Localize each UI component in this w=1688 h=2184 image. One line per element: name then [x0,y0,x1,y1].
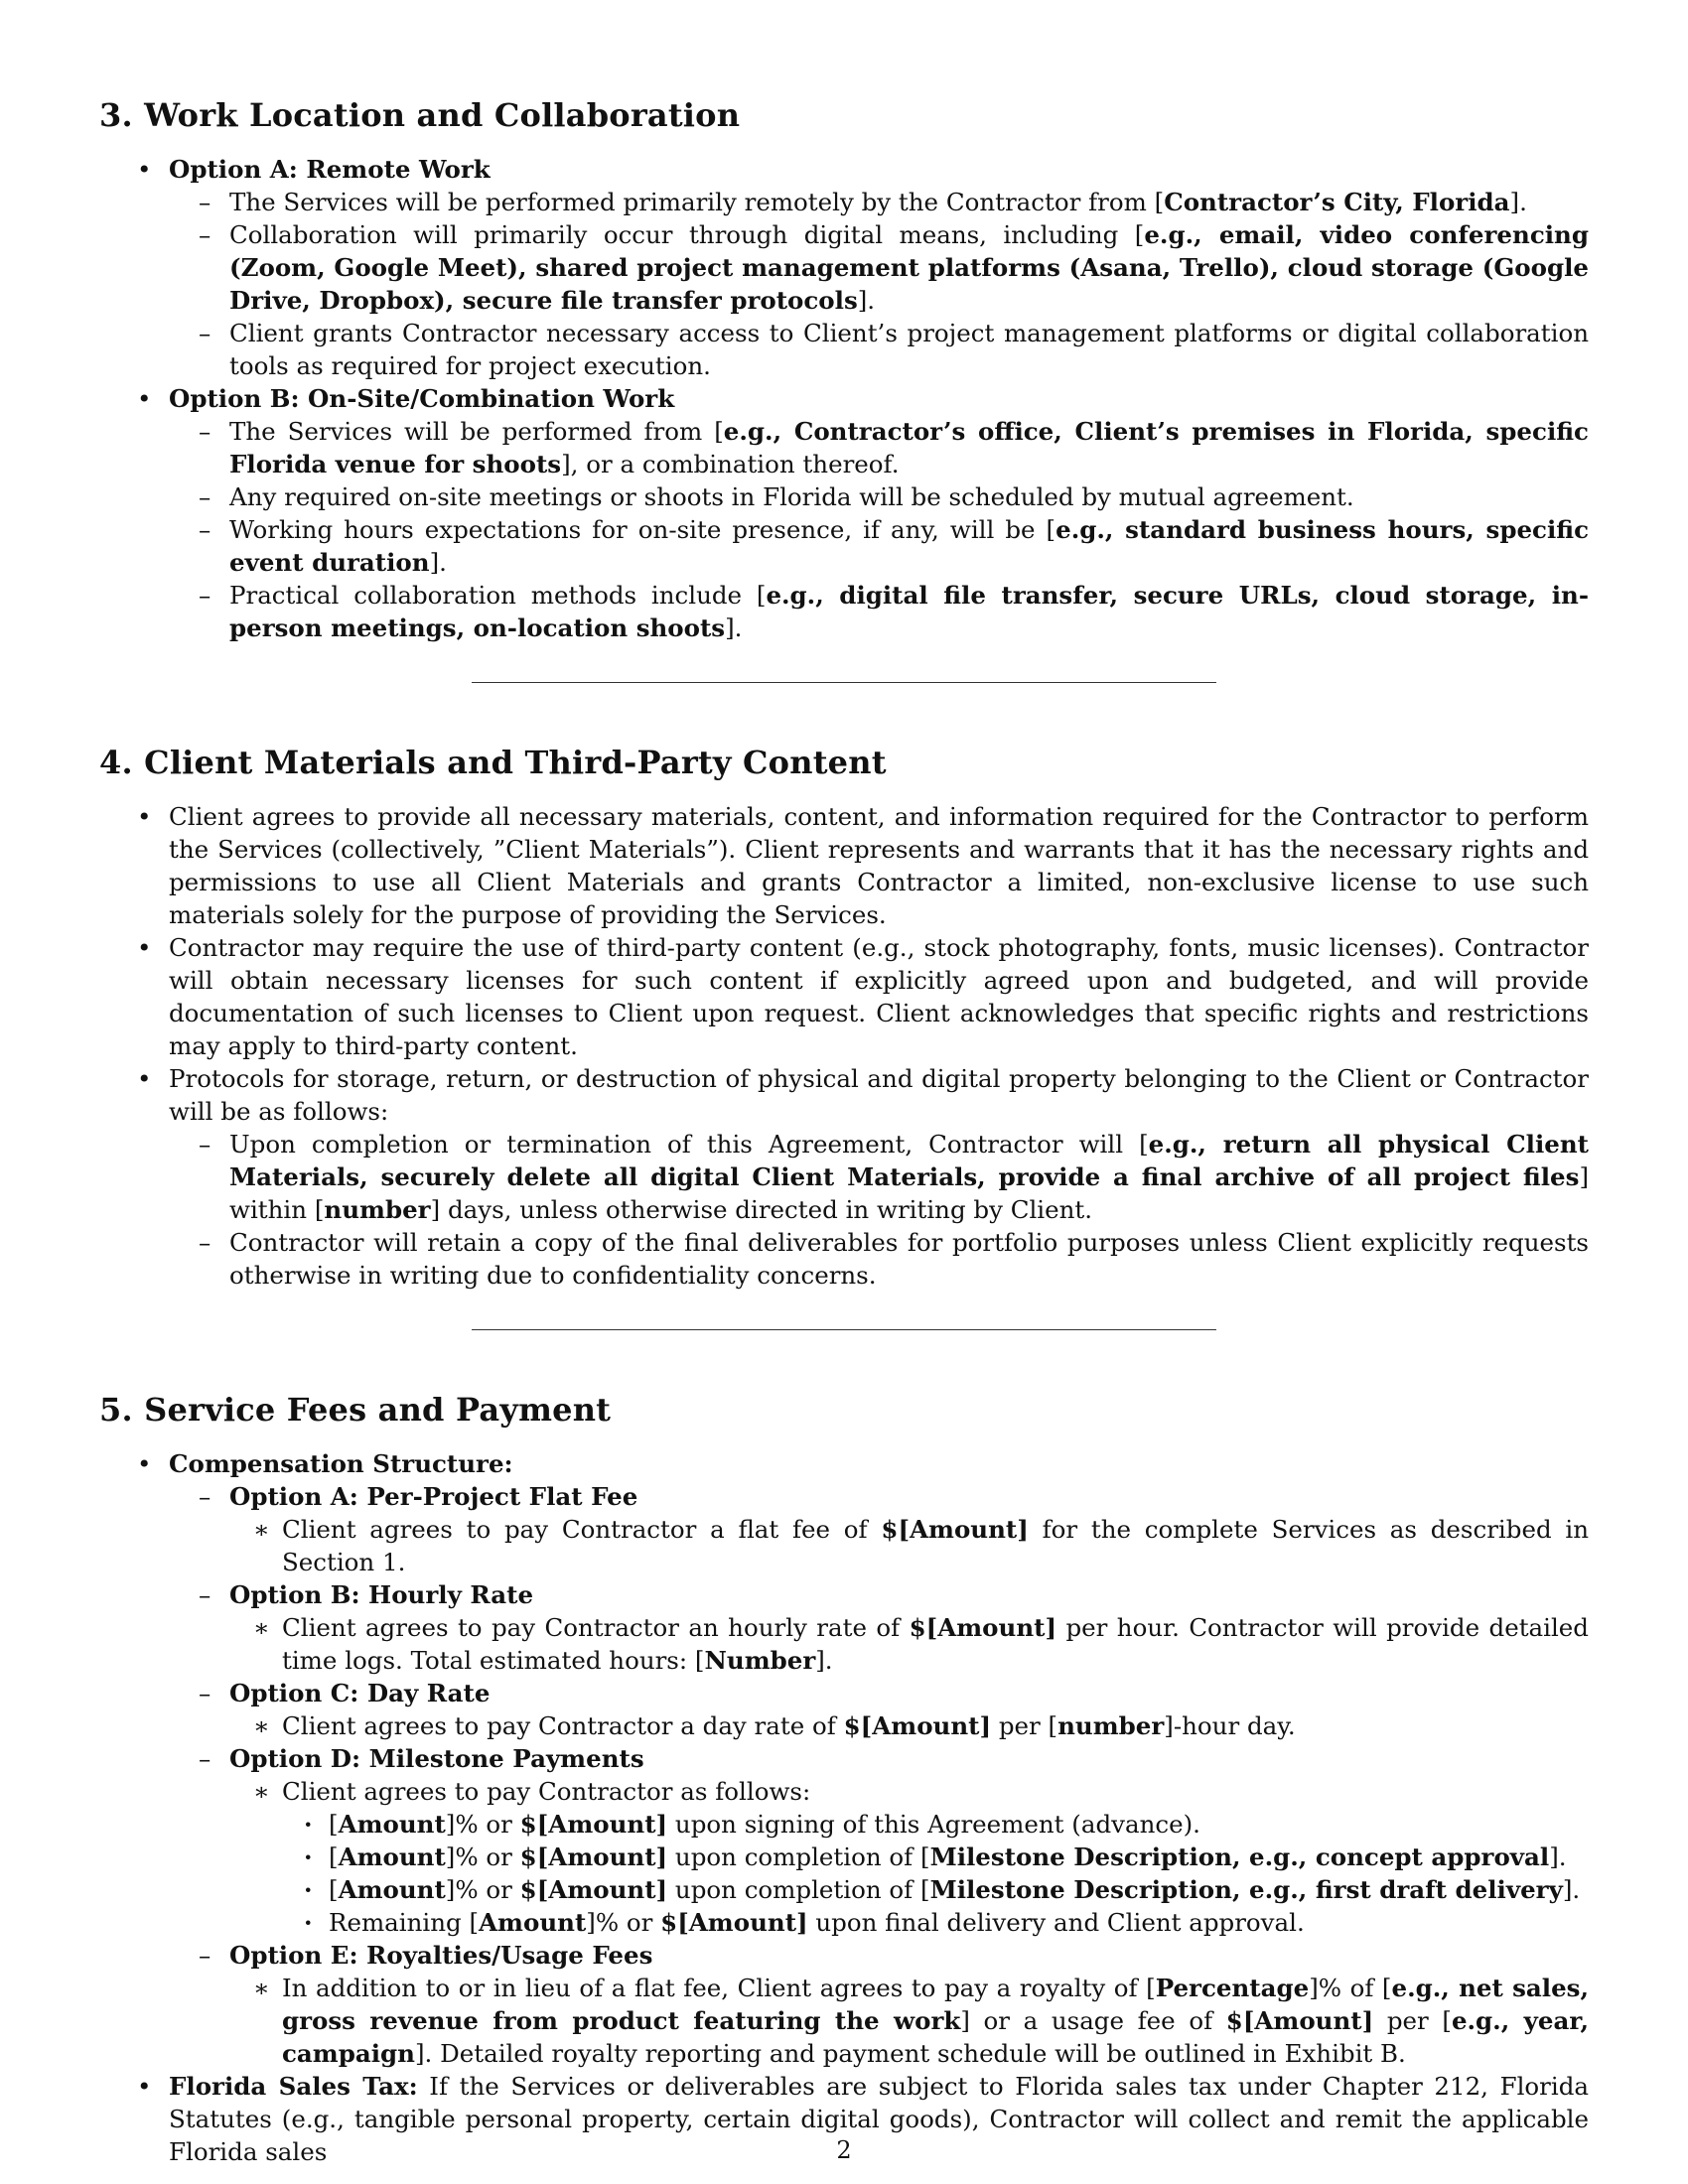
page-number: 2 [836,2136,852,2164]
list-item-text: Remaining [Amount]% or $[Amount] upon final delivery and Client approval. [329,1908,1305,1937]
list-item [169,1128,1589,1226]
list-item-text: Florida Sales Tax: If the Services or deliverables are subject to Florida sales tax under Chapter 212, Florida Statutes (e.g., tangible personal property, certain digital goods), Contractor will collect and remit the applicable Florida sales [169,2072,1589,2166]
section-heading: 5. Service Fees and Payment [99,1391,612,1429]
list-item-text: [Amount]% or $[Amount] upon completion of [Milestone Description, e.g., concept approval]. [329,1843,1567,1871]
list-item [169,1578,1589,1677]
list-level-1 [99,1447,1589,2168]
list-item-text: [Amount]% or $[Amount] upon completion of [Milestone Description, e.g., first draft delivery]. [329,1875,1581,1904]
list-item [99,153,1589,382]
list-item-text: Contractor will retain a copy of the final deliverables for portfolio purposes unless Client explicitly requests otherwise in writing due to confidentiality concerns. [229,1228,1589,1290]
list-item [169,317,1589,382]
list-item [229,1611,1589,1677]
list-item [169,1677,1589,1742]
list-item [169,1939,1589,2070]
list-item-text: Client agrees to pay Contractor a day rate of $[Amount] per [number]-hour day. [282,1711,1296,1740]
list-level-2 [169,186,1589,382]
list-item [282,1873,1589,1906]
list-item [169,186,1589,218]
list-level-2 [169,1128,1589,1292]
list-item [99,931,1589,1062]
list-item [229,1775,1589,1939]
list-item [169,1480,1589,1578]
list-item [99,1447,1589,2070]
list-item [282,1841,1589,1873]
list-item-text: Option E: Royalties/Usage Fees [229,1941,653,1970]
list-item [169,1226,1589,1292]
list-item-text: Option A: Remote Work [169,155,491,184]
list-item [99,800,1589,931]
list-item [169,1742,1589,1939]
list-level-3 [229,1709,1589,1742]
list-item [229,1972,1589,2070]
list-item [169,513,1589,579]
list-item-text: Compensation Structure: [169,1449,513,1478]
list-item-text: Option B: On-Site/Combination Work [169,384,675,413]
list-item [169,579,1589,644]
section-spacer [99,1330,1589,1390]
list-item-text: Working hours expectations for on-site presence, if any, will be [e.g., standard business hours, specific event duration]. [229,515,1590,577]
list-item-text: Contractor may require the use of third-party content (e.g., stock photography, fonts, music licenses). Contractor will obtain necessary licenses for such content if explicitly agreed upon and budgeted, and will provide documentation of such licenses to Client upon request. Client acknowledges that specific rights and restrictions may apply to third-party content. [169,933,1589,1060]
list-item-text: Option B: Hourly Rate [229,1580,534,1609]
list-item-text: Upon completion or termination of this Agreement, Contractor will [e.g., return all physical Client Materials, securely delete all digital Client Materials, provide a final archive of all project files] within [number] days, unless otherwise directed in writing by Client. [229,1130,1589,1224]
list-item [169,415,1589,480]
list-item-text: Client agrees to pay Contractor a flat fee of $[Amount] for the complete Services as described in Section 1. [282,1515,1589,1576]
list-item-text: Option D: Milestone Payments [229,1744,644,1773]
list-item-text: Any required on-site meetings or shoots in Florida will be scheduled by mutual agreement. [229,482,1354,511]
list-item-text: Client grants Contractor necessary access to Client’s project management platforms or digital collaboration tools as required for project execution. [229,319,1589,380]
list-item-text: Protocols for storage, return, or destruction of physical and digital property belonging to the Client or Contractor will be as follows: [169,1064,1589,1126]
section-spacer [99,683,1589,743]
list-level-2 [169,415,1589,644]
list-item [169,218,1589,317]
list-level-1 [99,800,1589,1292]
list-item-text: Collaboration will primarily occur through digital means, including [e.g., email, video conferencing (Zoom, Google Meet), shared project management platforms (Asana, Trello), cloud storage (Google Drive, Dropbox), secure file transfer protocols]. [229,220,1589,315]
list-level-4 [282,1808,1589,1939]
list-item [282,1808,1589,1841]
list-item-text: [Amount]% or $[Amount] upon signing of this Agreement (advance). [329,1810,1200,1839]
list-item-text: Option A: Per-Project Flat Fee [229,1482,638,1511]
list-level-3 [229,1513,1589,1578]
list-item [99,1062,1589,1292]
document-body [99,95,1589,2168]
list-level-3 [229,1775,1589,1939]
section-heading: 4. Client Materials and Third-Party Content [99,744,887,781]
list-level-2 [169,1480,1589,2070]
section-heading: 3. Work Location and Collaboration [99,96,741,134]
list-item [282,1906,1589,1939]
list-item-text: Client agrees to pay Contractor an hourly rate of $[Amount] per hour. Contractor will provide detailed time logs. Total estimated hours: [Number]. [282,1613,1589,1675]
list-item [229,1709,1589,1742]
list-item-text: Option C: Day Rate [229,1679,491,1707]
list-item [169,480,1589,513]
list-item [229,1513,1589,1578]
list-level-3 [229,1611,1589,1677]
list-level-1 [99,153,1589,644]
list-item-text: The Services will be performed from [e.g., Contractor’s office, Client’s premises in Florida, specific Florida venue for shoots], or a combination thereof. [229,417,1589,478]
list-item-text: In addition to or in lieu of a flat fee, Client agrees to pay a royalty of [Percentage]% of [e.g., net sales, gross revenue from product featuring the work] or a usage fee of $[Amount] per [e.g., year, campaign]. Detailed royalty reporting and payment schedule will be outlined in Exhibit B. [282,1974,1589,2068]
list-item-text: Practical collaboration methods include [e.g., digital file transfer, secure URLs, cloud storage, in-person meetings, on-location shoots]. [229,581,1589,642]
list-item [99,382,1589,644]
list-item-text: The Services will be performed primarily remotely by the Contractor from [Contractor’s City, Florida]. [229,188,1527,216]
list-item-text: Client agrees to provide all necessary materials, content, and information required for the Contractor to perform the Services (collectively, ”Client Materials”). Client represents and warrants that it has the necessary rights and permissions to use all Client Materials and grants Contractor a limited, non-exclusive license to use such materials solely for the purpose of providing the Services. [169,802,1589,929]
list-item-text: Client agrees to pay Contractor as follows: [282,1777,811,1806]
list-level-3 [229,1972,1589,2070]
